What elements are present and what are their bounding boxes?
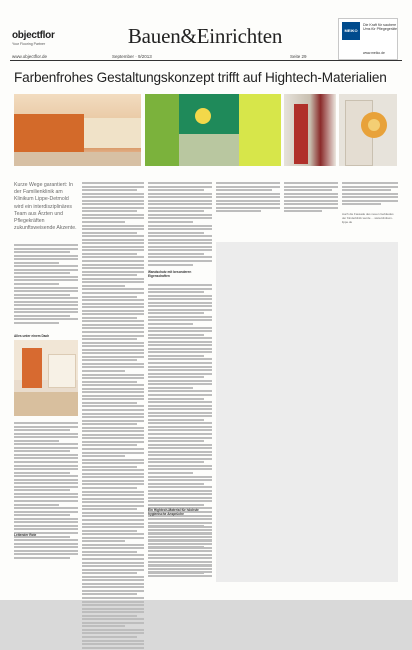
meiko-url: www.meiko.de — [363, 51, 385, 55]
objectflor-logo — [12, 30, 72, 46]
subhead-wandschutz: Wandschutz mit besonderen Eigenschaften — [148, 270, 192, 278]
meiko-slogan: Die Kraft für saubere Ums für Pflegegeräte — [363, 23, 397, 32]
photo-clinic-corridor — [14, 94, 141, 166]
article-intro: Kurze Wege garantiert: In der Familienklinik am Klinikum Lippe-Detmold wird ein interdisziplinäres Team aus Ärzten und Pflegekräften zukunftsweisende Akzente. — [14, 182, 77, 232]
objectflor-logo-sub: Your Flooring Partner — [12, 42, 46, 46]
photo-door-detail — [284, 94, 336, 166]
lion-graphic-icon — [361, 112, 387, 138]
text-column-5 — [284, 182, 338, 214]
meiko-logo: MEIKO — [342, 22, 360, 40]
meiko-ad[interactable] — [338, 18, 398, 60]
text-column-1 — [14, 244, 78, 326]
text-column-2 — [82, 182, 144, 650]
brand-url: www.objectflor.de — [12, 54, 48, 59]
photo-patient-room — [14, 340, 78, 416]
photo-lion-door — [339, 94, 397, 166]
text-column-1b — [14, 422, 78, 560]
subhead-hightech-material: Ein Hightech-Material für höchste hygienische Ansprüche — [148, 508, 199, 516]
masthead-rule — [10, 60, 402, 61]
text-column-4 — [216, 182, 280, 214]
objectflor-logo-text: objectflor — [12, 30, 55, 41]
photo-colorful-hallway — [145, 94, 281, 166]
text-column-3c — [148, 522, 212, 579]
text-column-6 — [342, 182, 398, 207]
page-number: Seite 29 — [290, 54, 307, 59]
article-headline: Farbenfrohes Gestaltungskonzept trifft auf Hightech-Materialien — [14, 70, 387, 85]
subhead-alles-unter-einem-dach: Alles unter einem Dach — [14, 334, 50, 338]
issue-date: September · 9/2013 — [112, 54, 152, 59]
article-credit: Auch die Fassade des neuen Gebäudes der Kinderklinik wurde ... www.klinikum-lippe.de — [342, 212, 394, 224]
publication-title: Bauen&Einrichten — [127, 24, 283, 48]
text-column-3 — [148, 182, 212, 267]
subhead-leitender-rote: Leitender Rote — [14, 533, 37, 537]
advertisement-placeholder — [216, 242, 398, 582]
